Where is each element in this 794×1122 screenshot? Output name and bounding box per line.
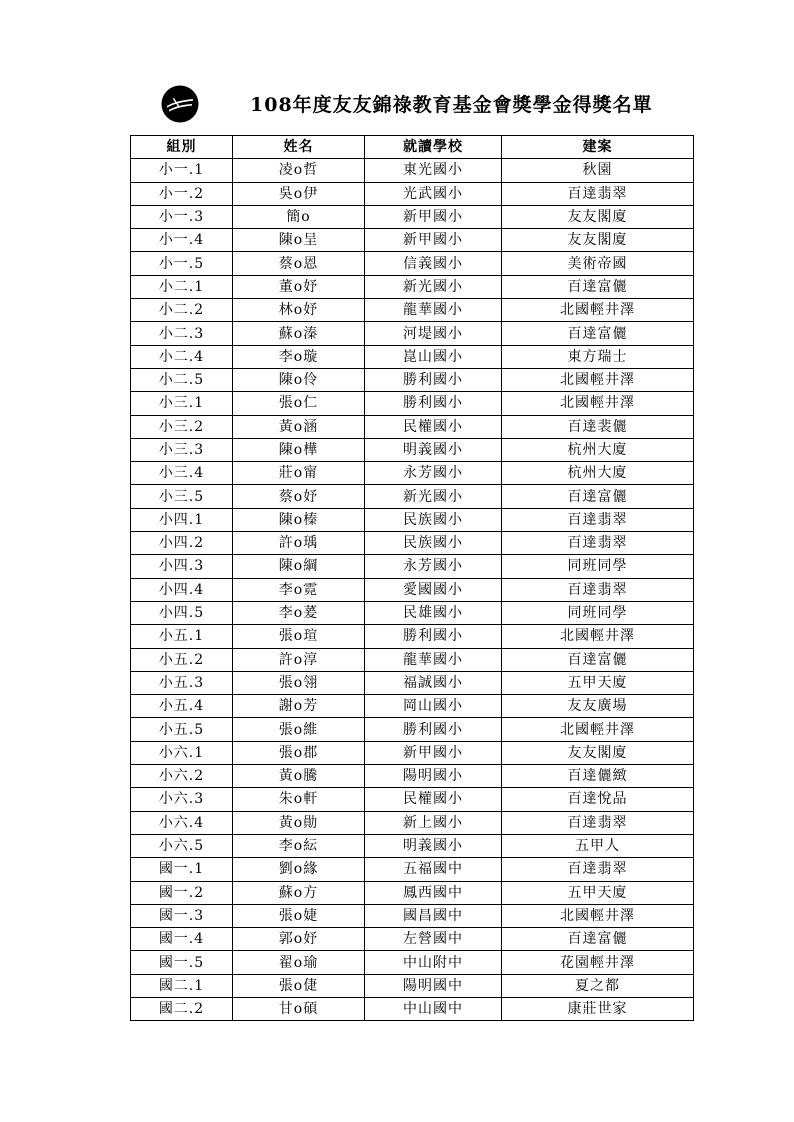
cell-name: 凌o哲	[233, 159, 365, 182]
cell-school: 信義國小	[365, 252, 502, 275]
cell-school: 福誠國小	[365, 671, 502, 694]
cell-school: 新甲國小	[365, 205, 502, 228]
table-row	[131, 718, 694, 741]
table-row	[131, 462, 694, 485]
cell-group: 小二.3	[131, 322, 233, 345]
cell-project: 同班同學	[502, 555, 694, 578]
cell-project: 百達儷緻	[502, 765, 694, 788]
cell-name: 莊o甯	[233, 462, 365, 485]
cell-school: 中山國中	[365, 997, 502, 1020]
cell-project: 五甲人	[502, 834, 694, 857]
cell-project: 友友閣廈	[502, 229, 694, 252]
cell-group: 小六.4	[131, 811, 233, 834]
table-header-row	[131, 136, 694, 159]
cell-school: 勝利國小	[365, 718, 502, 741]
cell-school: 民族國小	[365, 532, 502, 555]
page-title: 108年度友友錦祿教育基金會獎學金得獎名單	[250, 94, 653, 116]
cell-school: 河堤國小	[365, 322, 502, 345]
cell-name: 董o妤	[233, 275, 365, 298]
cell-name: 蘇o溱	[233, 322, 365, 345]
table-row	[131, 811, 694, 834]
table-row	[131, 741, 694, 764]
cell-project: 百達富儷	[502, 275, 694, 298]
cell-group: 小五.1	[131, 625, 233, 648]
cell-project: 百達富儷	[502, 648, 694, 671]
cell-school: 新光國小	[365, 485, 502, 508]
cell-group: 小三.4	[131, 462, 233, 485]
cell-group: 小一.2	[131, 182, 233, 205]
cell-name: 蔡o妤	[233, 485, 365, 508]
cell-group: 小二.2	[131, 299, 233, 322]
cell-name: 陳o榛	[233, 508, 365, 531]
cell-group: 小一.1	[131, 159, 233, 182]
cell-school: 永芳國小	[365, 462, 502, 485]
cell-name: 張o瑄	[233, 625, 365, 648]
cell-project: 百達富儷	[502, 928, 694, 951]
cell-group: 小三.5	[131, 485, 233, 508]
cell-project: 百達裴儷	[502, 415, 694, 438]
cell-project: 百達翡翠	[502, 182, 694, 205]
table-row	[131, 578, 694, 601]
cell-name: 蔡o恩	[233, 252, 365, 275]
table-row	[131, 205, 694, 228]
table-row	[131, 974, 694, 997]
table-row	[131, 788, 694, 811]
cell-group: 小一.4	[131, 229, 233, 252]
column-header-project: 建案	[502, 136, 694, 159]
cell-group: 小四.2	[131, 532, 233, 555]
table-row	[131, 159, 694, 182]
cell-name: 黃o騰	[233, 765, 365, 788]
cell-group: 小三.1	[131, 392, 233, 415]
cell-name: 許o瑀	[233, 532, 365, 555]
cell-school: 龍華國小	[365, 648, 502, 671]
table-row	[131, 299, 694, 322]
cell-project: 百達翡翠	[502, 532, 694, 555]
cell-name: 李o霓	[233, 578, 365, 601]
cell-name: 郭o妤	[233, 928, 365, 951]
cell-name: 陳o樺	[233, 438, 365, 461]
cell-group: 國一.4	[131, 928, 233, 951]
cell-name: 蘇o方	[233, 881, 365, 904]
cell-school: 明義國小	[365, 438, 502, 461]
cell-school: 崑山國小	[365, 345, 502, 368]
cell-school: 五福國中	[365, 858, 502, 881]
cell-school: 新上國小	[365, 811, 502, 834]
cell-group: 小六.3	[131, 788, 233, 811]
cell-group: 小二.5	[131, 368, 233, 391]
cell-school: 明義國小	[365, 834, 502, 857]
scholarship-winners-table	[130, 135, 694, 1021]
cell-school: 中山附中	[365, 951, 502, 974]
cell-name: 黃o勛	[233, 811, 365, 834]
cell-group: 小一.3	[131, 205, 233, 228]
cell-project: 友友閣廈	[502, 741, 694, 764]
cell-project: 杭州大廈	[502, 438, 694, 461]
cell-group: 小五.5	[131, 718, 233, 741]
table-row	[131, 904, 694, 927]
cell-project: 東方瑞士	[502, 345, 694, 368]
cell-name: 翟o瑜	[233, 951, 365, 974]
cell-group: 小五.4	[131, 695, 233, 718]
table-row	[131, 368, 694, 391]
column-header-name: 姓名	[233, 136, 365, 159]
cell-project: 杭州大廈	[502, 462, 694, 485]
table-row	[131, 601, 694, 624]
cell-project: 百達富儷	[502, 322, 694, 345]
table-row	[131, 951, 694, 974]
column-header-group: 組別	[131, 136, 233, 159]
table-row	[131, 508, 694, 531]
cell-group: 小二.1	[131, 275, 233, 298]
cell-name: 張o仁	[233, 392, 365, 415]
column-header-school: 就讀學校	[365, 136, 502, 159]
cell-group: 小五.3	[131, 671, 233, 694]
table-row	[131, 485, 694, 508]
cell-school: 東光國小	[365, 159, 502, 182]
table-row	[131, 648, 694, 671]
cell-group: 國一.2	[131, 881, 233, 904]
cell-group: 小四.1	[131, 508, 233, 531]
cell-name: 黃o涵	[233, 415, 365, 438]
cell-project: 五甲天廈	[502, 881, 694, 904]
table-row	[131, 928, 694, 951]
cell-project: 百達翡翠	[502, 858, 694, 881]
cell-name: 李o璇	[233, 345, 365, 368]
cell-group: 小三.3	[131, 438, 233, 461]
cell-school: 勝利國小	[365, 625, 502, 648]
cell-project: 百達悅品	[502, 788, 694, 811]
table-row	[131, 415, 694, 438]
table-row	[131, 765, 694, 788]
cell-name: 朱o軒	[233, 788, 365, 811]
cell-group: 小四.4	[131, 578, 233, 601]
cell-project: 百達富儷	[502, 485, 694, 508]
table-row	[131, 532, 694, 555]
cell-project: 夏之都	[502, 974, 694, 997]
cell-project: 花園輕井澤	[502, 951, 694, 974]
cell-project: 友友廣場	[502, 695, 694, 718]
cell-school: 民權國小	[365, 415, 502, 438]
cell-school: 民族國小	[365, 508, 502, 531]
cell-group: 小六.1	[131, 741, 233, 764]
cell-project: 五甲天廈	[502, 671, 694, 694]
cell-name: 許o淳	[233, 648, 365, 671]
foundation-emblem-icon	[161, 85, 199, 123]
cell-project: 友友閣廈	[502, 205, 694, 228]
cell-school: 勝利國小	[365, 368, 502, 391]
cell-school: 勝利國小	[365, 392, 502, 415]
cell-school: 光武國小	[365, 182, 502, 205]
cell-project: 美術帝國	[502, 252, 694, 275]
cell-school: 民雄國小	[365, 601, 502, 624]
table-row	[131, 671, 694, 694]
cell-school: 龍華國小	[365, 299, 502, 322]
table-row	[131, 252, 694, 275]
cell-school: 鳳西國中	[365, 881, 502, 904]
cell-group: 小三.2	[131, 415, 233, 438]
table-row	[131, 625, 694, 648]
table-row	[131, 322, 694, 345]
cell-project: 百達翡翠	[502, 508, 694, 531]
table-row	[131, 858, 694, 881]
cell-name: 甘o碩	[233, 997, 365, 1020]
cell-group: 小一.5	[131, 252, 233, 275]
table-row	[131, 997, 694, 1020]
table-row	[131, 229, 694, 252]
cell-school: 民權國小	[365, 788, 502, 811]
cell-project: 北國輕井澤	[502, 299, 694, 322]
cell-project: 秋園	[502, 159, 694, 182]
table-row	[131, 555, 694, 578]
cell-name: 張o婕	[233, 904, 365, 927]
cell-school: 陽明國中	[365, 974, 502, 997]
cell-name: 吳o伊	[233, 182, 365, 205]
cell-name: 張o郡	[233, 741, 365, 764]
cell-project: 北國輕井澤	[502, 625, 694, 648]
table-row	[131, 834, 694, 857]
cell-name: 張o維	[233, 718, 365, 741]
table-row	[131, 695, 694, 718]
cell-group: 國一.5	[131, 951, 233, 974]
cell-group: 小四.3	[131, 555, 233, 578]
table-row	[131, 182, 694, 205]
cell-name: 李o紜	[233, 834, 365, 857]
cell-project: 北國輕井澤	[502, 392, 694, 415]
table-body	[131, 159, 694, 1021]
cell-group: 國二.2	[131, 997, 233, 1020]
cell-school: 愛國國小	[365, 578, 502, 601]
cell-school: 左營國中	[365, 928, 502, 951]
cell-name: 李o萲	[233, 601, 365, 624]
cell-project: 康莊世家	[502, 997, 694, 1020]
cell-group: 小二.4	[131, 345, 233, 368]
cell-name: 林o妤	[233, 299, 365, 322]
cell-name: 陳o呈	[233, 229, 365, 252]
cell-name: 張o倢	[233, 974, 365, 997]
cell-project: 百達翡翠	[502, 578, 694, 601]
table-row	[131, 881, 694, 904]
cell-school: 永芳國小	[365, 555, 502, 578]
table-row	[131, 438, 694, 461]
cell-project: 同班同學	[502, 601, 694, 624]
cell-name: 謝o芳	[233, 695, 365, 718]
cell-school: 新甲國小	[365, 741, 502, 764]
cell-group: 國一.1	[131, 858, 233, 881]
cell-group: 小六.2	[131, 765, 233, 788]
table-row	[131, 392, 694, 415]
cell-name: 簡o	[233, 205, 365, 228]
cell-project: 北國輕井澤	[502, 718, 694, 741]
cell-group: 小五.2	[131, 648, 233, 671]
table-row	[131, 275, 694, 298]
cell-school: 岡山國小	[365, 695, 502, 718]
cell-name: 張o翎	[233, 671, 365, 694]
cell-school: 陽明國小	[365, 765, 502, 788]
cell-project: 北國輕井澤	[502, 904, 694, 927]
cell-school: 國昌國中	[365, 904, 502, 927]
cell-group: 小四.5	[131, 601, 233, 624]
cell-group: 國二.1	[131, 974, 233, 997]
cell-name: 劉o緣	[233, 858, 365, 881]
cell-group: 國一.3	[131, 904, 233, 927]
cell-school: 新甲國小	[365, 229, 502, 252]
cell-school: 新光國小	[365, 275, 502, 298]
table-row	[131, 345, 694, 368]
cell-project: 百達翡翠	[502, 811, 694, 834]
cell-name: 陳o綱	[233, 555, 365, 578]
cell-group: 小六.5	[131, 834, 233, 857]
cell-project: 北國輕井澤	[502, 368, 694, 391]
cell-name: 陳o伶	[233, 368, 365, 391]
